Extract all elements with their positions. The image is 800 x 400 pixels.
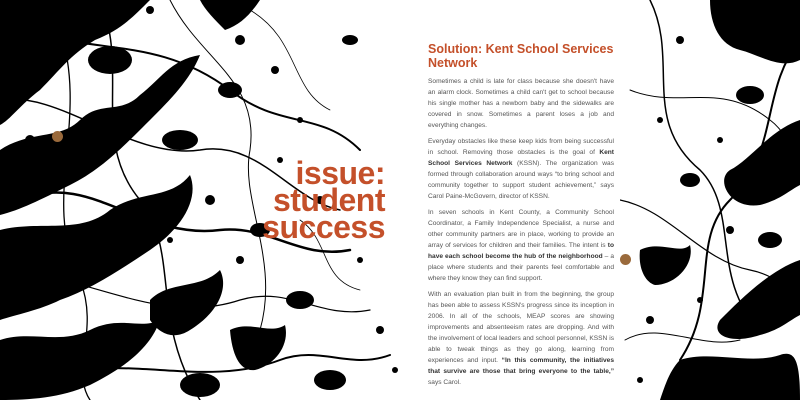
article-title: Solution: Kent School Services Network [428, 42, 614, 70]
paragraph-4-bold: “In this community, the initiatives that survive are those that bring everyone to the table,” [428, 357, 615, 375]
headline [250, 155, 385, 245]
article [428, 42, 614, 393]
paragraph-4 [428, 289, 614, 388]
paragraph-3-bold: to have each school become the hub of the neighborhood [428, 242, 614, 260]
paragraph-2 [428, 136, 614, 202]
headline-line-1: issue: [295, 155, 385, 191]
paragraph-3 [428, 207, 614, 284]
paragraph-2-text-a: Everyday obstacles like these keep kids from being successful in school. Removing those obstacles is the goal of [428, 138, 614, 156]
brown-dot-left [52, 131, 63, 142]
paragraph-3-text-c: – a place where students and their parents feel comfortable and where they know they can find support. [428, 253, 614, 282]
brown-dot-right [620, 254, 631, 265]
paragraph-4-text-a: With an evaluation plan built in from the beginning, the group has been able to assess KSSN's progress since its inception in 2006. In all of the schools, MEAP scores are showing improvements and absenteeism rates are dropping. And with the involvement of local leaders and school personnel, KSSN is able to tweak things as they go along, learning from experiences and input. [428, 291, 614, 364]
headline-line-2: student [272, 182, 385, 218]
paragraph-2-text-c: (KSSN). The organization was formed through collaboration around ways “to bring school and community together to support student achievement,” says Carol Paine-McGovern, director of KSSN. [428, 160, 614, 200]
ink-splatter-right [620, 0, 800, 400]
paragraph-1: Sometimes a child is late for class because she doesn't have an alarm clock. Sometimes a child can't get to school because his single mother has a newborn baby and the sidewalks are covered in snow. Sometimes a parent loses a job and everything changes. [428, 78, 614, 129]
headline-line-3: success [262, 209, 385, 245]
paragraph-3-text-a: In seven schools in Kent County, a Community School Coordinator, a Family Independence Specialist, a nurse and other community partners are in place, working to provide an array of services for children and their families. The intent is [428, 209, 614, 249]
paragraph-4-text-c: says Carol. [428, 379, 461, 386]
paragraph-2-bold: Kent School Services Network [428, 149, 614, 167]
